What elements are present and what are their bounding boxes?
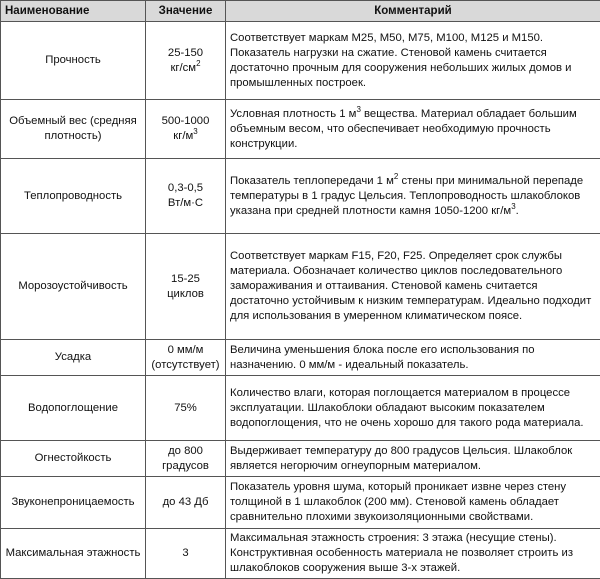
comment-superscript: 3 [356,105,360,114]
row-value [146,234,226,340]
row-comment: Количество влаги, которая поглощается материалом в процессе эксплуатации. Шлакоблоки обладают высоким показателем водопоглощения, что не очень хорошо для такого рода материала. [226,376,600,441]
value-unit: градусов [162,460,209,472]
row-comment: Выдерживает температуру до 800 градусов Цельсия. Шлакоблок является негорючим огнеупорным материалом. [226,441,600,477]
value-number: 15-25 [171,273,200,285]
value-number: 3 [182,547,188,559]
value-unit: кг/см [170,62,196,74]
value-unit: кг/м [173,130,193,142]
value-superscript: 2 [196,59,200,68]
value-number: 25-150 [168,47,203,59]
header-comment: Комментарий [226,1,600,22]
header-value: Значение [146,1,226,22]
value-number: 0 мм/м [168,344,204,356]
table-row [1,477,600,529]
comment-superscript: 3 [511,202,515,211]
table-row [1,100,600,159]
table-row [1,529,600,579]
row-comment: Величина уменьшения блока после его использования по назначению. 0 мм/м - идеальный показатель. [226,340,600,376]
comment-text: . [516,205,519,217]
value-unit: циклов [167,288,204,300]
table-row [1,441,600,477]
row-name: Водопоглощение [1,376,146,441]
row-name: Прочность [1,22,146,100]
comment-superscript: 2 [394,172,398,181]
comment-text: Показатель теплопередачи 1 м [230,175,394,187]
comment-text: вещества. Материал обладает большим объемным весом, что обеспечивает необходимую прочность конструкции. [230,108,577,150]
row-name: Объемный вес (средняя плотность) [1,100,146,159]
row-value [146,159,226,234]
table-row [1,234,600,340]
value-number: 75% [174,402,197,414]
table-row [1,376,600,441]
row-value [146,529,226,579]
row-name: Максимальная этажность [1,529,146,579]
row-value [146,340,226,376]
row-comment: Соответствует маркам М25, М50, М75, М100, М125 и М150. Показатель нагрузки на сжатие. Стеновой камень считается достаточно прочным для сооружения небольших жилых домов и промышленных построек. [226,22,600,100]
value-superscript: 3 [193,127,197,136]
row-value [146,22,226,100]
value-unit: Вт/м·С [168,197,203,209]
table-header-row [1,1,600,22]
comment-text: Условная плотность 1 м [230,108,356,120]
value-unit: (отсутствует) [151,359,219,371]
header-name: Наименование [1,1,146,22]
row-comment: Соответствует маркам F15, F20, F25. Определяет срок службы материала. Обозначает количество циклов последовательного замораживания и оттаивания. Стеновой камень считается достаточно устойчивым к низким температурам. Идеально подходит для использования в умеренном климатическом поясе. [226,234,600,340]
row-comment [226,159,600,234]
comment-text: стены при минимальной перепаде температуры в 1 градус Цельсия. Теплопроводность шлакоблоков указана при средней плотности камня 1050-1200 кг/м [230,175,583,217]
value-number: до 43 Дб [163,496,209,508]
row-name: Морозоустойчивость [1,234,146,340]
row-name: Звуконепроницаемость [1,477,146,529]
row-comment: Максимальная этажность строения: 3 этажа (несущие стены). Конструктивная особенность материала не позволяет строить из шлакоблоков сооружения выше 3-х этажей. [226,529,600,579]
table-row [1,159,600,234]
table-row [1,340,600,376]
row-comment [226,100,600,159]
value-number: 0,3-0,5 [168,182,203,194]
row-name: Теплопроводность [1,159,146,234]
row-value [146,477,226,529]
value-number: до 800 [168,445,203,457]
value-number: 500-1000 [162,115,210,127]
row-comment: Показатель уровня шума, который проникает извне через стену толщиной в 1 шлакоблок (200 мм). Стеновой камень обладает сравнительно плохими звукоизоляционными свойствами. [226,477,600,529]
row-name: Усадка [1,340,146,376]
row-name: Огнестойкость [1,441,146,477]
table-row [1,22,600,100]
row-value [146,441,226,477]
row-value [146,100,226,159]
row-value [146,376,226,441]
